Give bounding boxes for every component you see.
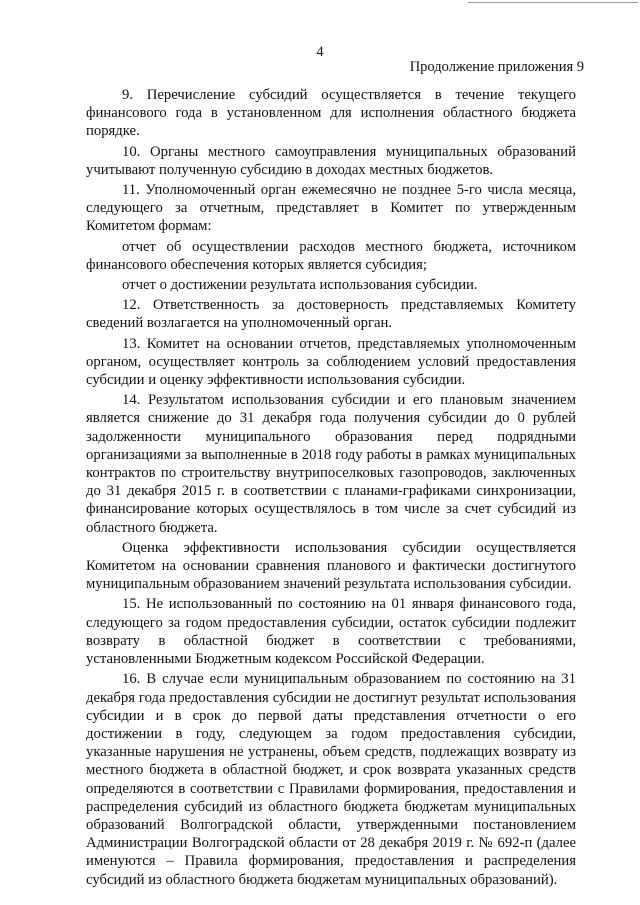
paragraph-14-evaluation: Оценка эффективности использования субсидии осуществляется Комитетом на основании сравнения планового и фактически достигнутого муниципальным образованием значений результата использования субсидии. <box>86 539 576 593</box>
document-body <box>86 86 576 891</box>
paragraph-10: 10. Органы местного самоуправления муниципальных образований учитывают полученную субсидию в доходах местных бюджетов. <box>86 143 576 178</box>
paragraph-11-item-result-report: отчет о достижении результата использования субсидии. <box>122 277 478 294</box>
paragraph-16: 16. В случае если муниципальным образованием по состоянию на 31 декабря года предоставления субсидии не достигнут результат использования субсидии и в срок до первой даты представления отчетности о его достижении в году, следующем за годом предоставления субсидии, указанные нарушения не устранены, объем средств, подлежащих возврату из местного бюджета в областной бюджет, и срок возврата указанных средств определяются в соответствии с Правилами формирования, предоставления и распределения субсидий из областного бюджета бюджетам муниципальных образований Волгоградской области, утвержденными постановлением Администрации Волгоградской области от 28 декабря 2019 г. № 692-п (далее именуются – Правила формирования, предоставления и распределения субсидий из областного бюджета бюджетам муниципальных образований). <box>86 671 576 888</box>
paragraph-11-item-expenses-report: отчет об осуществлении расходов местного бюджета, источником финансового обеспечения которых является субсидия; <box>86 238 576 273</box>
top-edge-rule <box>468 2 638 3</box>
paragraph-13: 13. Комитет на основании отчетов, представляемых уполномоченным органом, осуществляет контроль за соблюдением условий предоставления субсидии и оценку эффективности использования субсидии. <box>86 335 576 389</box>
paragraph-9: 9. Перечисление субсидий осуществляется в течение текущего финансового года в установленном для исполнения областного бюджета порядке. <box>86 87 576 140</box>
appendix-continuation-label: Продолжение приложения 9 <box>409 59 584 75</box>
paragraph-12: 12. Ответственность за достоверность представляемых Комитету сведений возлагается на уполномоченный орган. <box>86 297 576 332</box>
page-number: 4 <box>316 44 324 60</box>
paragraph-11: 11. Уполномоченный орган ежемесячно не позднее 5-го числа месяца, следующего за отчетным, представляет в Комитет по утвержденным Комитетом формам: <box>86 182 576 235</box>
paragraph-15: 15. Не использованный по состоянию на 01 января финансового года, следующего за годом предоставления субсидии, остаток субсидии подлежит возврату в областной бюджет в соответствии с требованиями, установленными Бюджетным кодексом Российской Федерации. <box>86 596 576 668</box>
paragraph-14: 14. Результатом использования субсидии и его плановым значением является снижение до 31 декабря года получения субсидии до 0 рублей задолженности муниципального образования перед подрядными организациями за выполненные в 2018 году работы в рамках муниципальных контрактов по строительству внутрипоселковых газопроводов, заключенных до 31 декабря 2015 г. в соответствии с планами-графиками синхронизации, финансирование которых осуществлялось в том числе за счет субсидий из областного бюджета. <box>86 392 576 536</box>
